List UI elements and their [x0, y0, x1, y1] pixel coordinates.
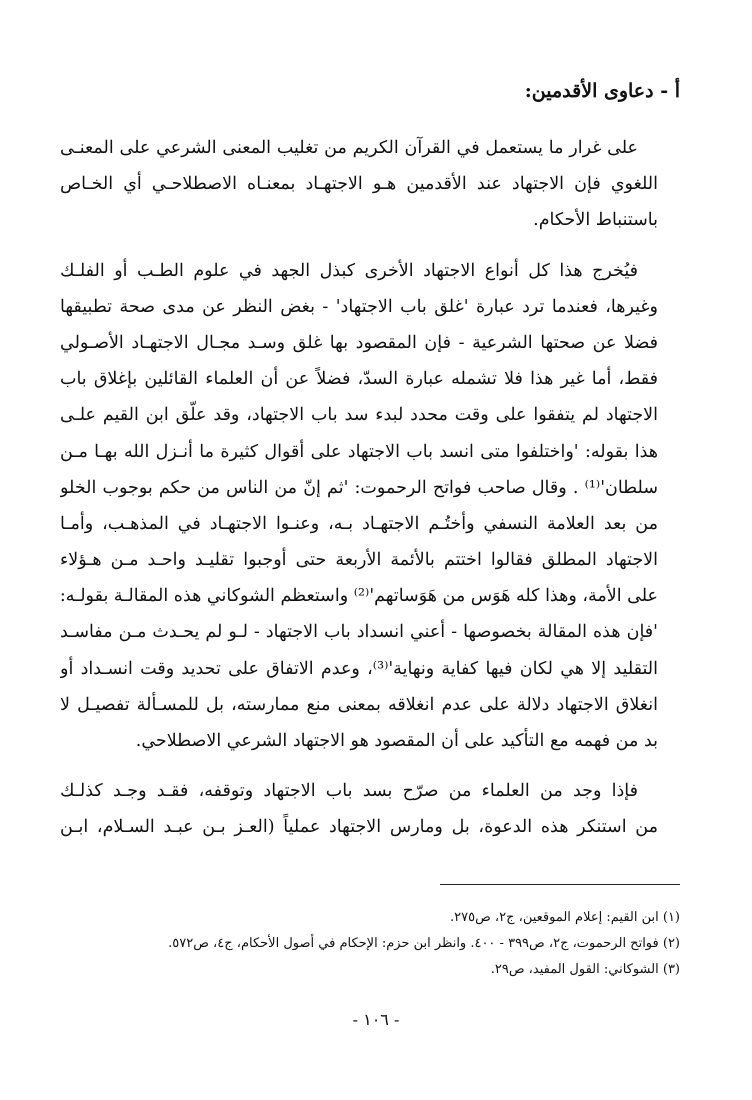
footnote-1: (١) ابن القيم: إعلام الموقعين، ج٢، ص٢٧٥. — [449, 910, 680, 925]
section-heading: أ - دعاوى الأقدمين: — [524, 80, 680, 102]
text-line: سلطان'⁽¹⁾ . وقال صاحب فواتح الرحموت: 'ثم إنّ من الناس من حكم بوجوب الخلو — [60, 477, 658, 498]
footnote-3: (٣) الشوكاني: القول المفيد، ص٢٩. — [490, 962, 680, 977]
text-line: فإذا وجد من العلماء من صرّح بسد باب الاجتهاد وتوقفه، فقـد وجـد كذلـك — [60, 781, 638, 802]
paragraph-3 — [60, 773, 680, 845]
footnotes — [60, 905, 680, 983]
text-line: باستنباط الأحكام. — [533, 210, 658, 231]
text-line: الاجتهاد المطلق فقالوا اختتم بالأئمة الأربعة حتى أوجبوا تقليـد واحـد مـن هـؤلاء — [60, 550, 658, 571]
text-line: من استنكر هذه الدعوة، بل ومارس الاجتهاد عملياً (العـز بـن عبـد السـلام، ابـن — [60, 817, 658, 838]
text-line: التقليد إلا هي لكان فيها كفاية ونهاية'⁽³⁾، وعدم الاتفاق على تحديد وقت انسـداد أو — [60, 658, 658, 679]
text-line: من بعد العلامة النسفي وأختُـم الاجتهـاد بـه، وعنـوا الاجتهـاد في المذهـب، وأمـا — [60, 513, 658, 534]
text-line: هذا بقوله: 'واختلفوا متى انسد باب الاجتهاد على أقوال كثيرة ما أنـزل الله بهـا مـن — [60, 441, 658, 462]
text-line: انغلاق الاجتهاد دلالة على عدم انغلاقه بمعنى منع ممارسته، بل للمسـألة تفصيـل لا — [60, 694, 658, 715]
text-line: فقط، أما غير هذا فلا تشمله عبارة السدّ، فضلاً عن أن العلماء القائلين بإغلاق باب — [60, 369, 658, 390]
text-line: 'فإن هذه المقالة بخصوصها - أعني انسداد باب الاجتهاد - لـو لم يحـدث مـن مفاسـد — [60, 622, 658, 643]
page-number: - ١٠٦ - — [352, 1010, 400, 1029]
text-line: على الأمة، وهذا كله هَوَس من هَوَساتهم'⁽²⁾ واستعظم الشوكاني هذه المقالـة بقولـه: — [60, 586, 658, 607]
text-line: على غرار ما يستعمل في القرآن الكريم من تغليب المعنى الشرعي على المعنـى — [60, 138, 638, 158]
text-line: وغيرها، فعندما ترد عبارة 'غلق باب الاجتهاد' - بغض النظر عن مدى صحة تطبيقها — [60, 296, 658, 317]
body-text — [60, 130, 680, 860]
footnote-separator — [440, 884, 680, 885]
text-line: فضلا عن صحتها الشرعية - فإن المقصود بها غلق وسـد مجـال الاجتهـاد الأصـولي — [60, 332, 658, 353]
text-line: اللغوي فإن الاجتهاد عند الأقدمين هـو الاجتهـاد بمعنـاه الاصطلاحـي أي الخـاص — [60, 174, 658, 195]
text-line: فيُخرج هذا كل أنواع الاجتهاد الأخرى كبذل الجهد في علوم الطـب أو الفلـك — [60, 260, 638, 281]
text-line: الاجتهاد لم يتفقوا على وقت محدد لبدء سد باب الاجتهاد، وقد علّق ابن القيم علـى — [60, 405, 658, 426]
paragraph-2 — [60, 253, 680, 760]
text-line: بد من فهمه مع التأكيد على أن المقصود هو الاجتهاد الشرعي الاصطلاحي. — [135, 731, 658, 751]
paragraph-1 — [60, 130, 680, 239]
footnote-2: (٢) فواتح الرحموت، ج٢، ص٣٩٩ - ٤٠٠. وانظر ابن حزم: الإحكام في أصول الأحكام، ج٤، ص٥٧٢. — [168, 936, 680, 951]
